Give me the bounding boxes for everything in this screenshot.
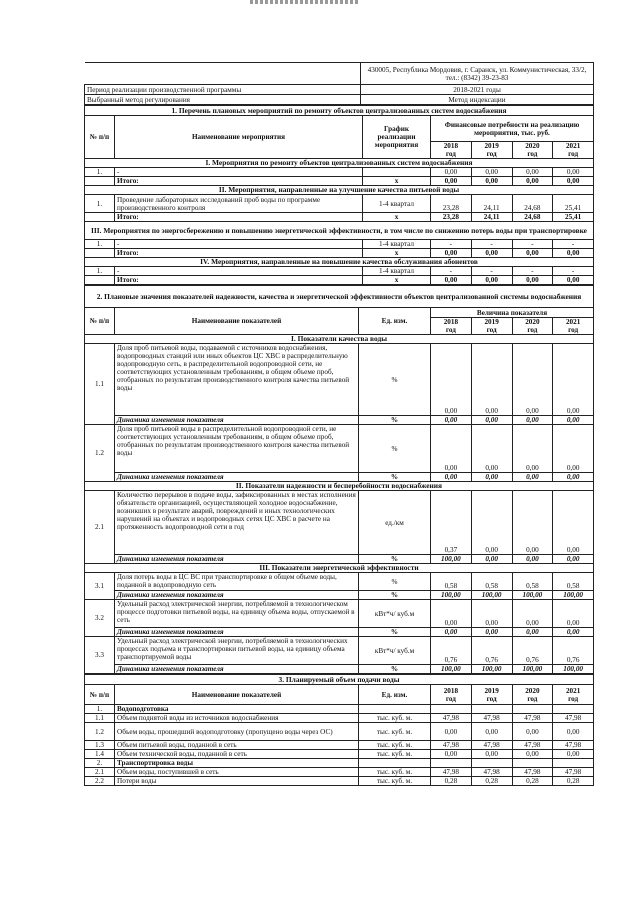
row-num: 1. (85, 240, 115, 249)
total-x: x (363, 276, 431, 285)
value: 0,00 (553, 723, 594, 741)
value: 0,00 (512, 750, 553, 759)
total-value: 0,00 (431, 276, 472, 285)
year-suffix: год (486, 326, 497, 334)
total-row (85, 177, 594, 186)
year-header (553, 142, 594, 159)
total-value: 24,68 (512, 213, 553, 222)
volume-row (85, 759, 594, 768)
dynamics-label: Динамика изменения показателя (115, 591, 359, 600)
dynamics-row (85, 591, 594, 600)
empty (85, 249, 115, 258)
value (471, 705, 512, 714)
total-value: 0,00 (431, 177, 472, 186)
dynamics-value: 100,00 (471, 665, 512, 674)
total-value: 23,28 (431, 213, 472, 222)
row-num: 1.1 (85, 714, 115, 723)
value: - (431, 240, 472, 249)
unit: тыс. куб. м. (359, 741, 431, 750)
value: 0,58 (512, 573, 553, 591)
value: 0,00 (431, 168, 472, 177)
value: 0,00 (431, 425, 472, 473)
group-title-row (85, 258, 594, 267)
year-suffix: год (527, 694, 538, 703)
measure-row (85, 240, 594, 249)
total-value: 24,11 (471, 213, 512, 222)
period-label: Период реализации производственной программы (85, 85, 361, 95)
volume-name: Водоподготовка (115, 705, 359, 714)
value: - (512, 267, 553, 276)
value: 0,00 (471, 425, 512, 473)
group-title-row (85, 564, 594, 573)
row-num: 1. (85, 168, 115, 177)
value: 47,98 (471, 714, 512, 723)
row-num: 1.2 (85, 425, 115, 482)
year-header (512, 142, 553, 159)
dynamics-value: 0,00 (512, 416, 553, 425)
year: 2018 (443, 142, 459, 150)
dynamics-unit: % (359, 473, 431, 482)
year: 2020 (525, 142, 540, 150)
dynamics-value: 100,00 (431, 665, 472, 674)
value: 0,00 (471, 168, 512, 177)
section-2-title: 2. Плановые значения показателей надежности, качества и энергетической эффективности объектов централизованной системы водоснабжения (85, 286, 594, 308)
dynamics-value: 100,00 (431, 591, 472, 600)
dynamics-value: 100,00 (553, 665, 594, 674)
year: 2018 (443, 318, 459, 326)
total-x: x (363, 213, 431, 222)
value: 47,98 (431, 741, 472, 750)
dynamics-value: 100,00 (431, 555, 472, 564)
group-title: I. Показатели качества воды (85, 335, 594, 344)
dynamics-label: Динамика изменения показателя (115, 473, 359, 482)
group-title-row (85, 186, 594, 195)
row-num: 3.1 (85, 573, 115, 600)
value: 47,98 (431, 714, 472, 723)
value: 0,58 (431, 573, 472, 591)
col-name: Наименование показателей (115, 685, 359, 705)
volume-name: Объем воды, прошедший водоподготовку (пропущено воды через ОС) (115, 723, 359, 741)
empty (85, 213, 115, 222)
unit: % (359, 344, 431, 416)
year: 2020 (525, 318, 540, 326)
dynamics-value: 0,00 (471, 473, 512, 482)
indicator-name: Удельный расход электрической энергии, потребляемой в технологическом процессе подготовки питьевой воды, на единицу объема воды, отпускаемой в сеть (115, 600, 359, 628)
unit: тыс. куб. м. (359, 714, 431, 723)
value: 0,00 (431, 344, 472, 416)
section-title-row (85, 286, 594, 308)
dynamics-label: Динамика изменения показателя (115, 555, 359, 564)
row-num: 2.2 (85, 777, 115, 786)
dynamics-value: 0,00 (553, 473, 594, 482)
col-unit: Ед. изм. (359, 308, 431, 335)
year-header (471, 685, 512, 705)
value: 0,00 (512, 344, 553, 416)
total-row (85, 213, 594, 222)
indicator-name: Доля проб питьевой воды, подаваемой с источников водоснабжения, водопроводных станций или иных объектов ЦС ХВС в распределительную водопроводную сеть, в распределительной водопроводной сети, не соответствующих установленным требованиям, в общем объеме проб, отобранных по результатам производственного контроля качества питьевой воды (115, 344, 359, 416)
dynamics-value: 0,00 (431, 416, 472, 425)
year-header (431, 142, 472, 159)
schedule (363, 168, 431, 177)
value: 0,00 (471, 344, 512, 416)
col-unit: Ед. изм. (359, 685, 431, 705)
value: 0,28 (512, 777, 553, 786)
group-title-row (85, 222, 594, 240)
dynamics-unit: % (359, 416, 431, 425)
total-row (85, 276, 594, 285)
total-value: 0,00 (553, 276, 594, 285)
value: 0,76 (512, 637, 553, 665)
row-num: 3.2 (85, 600, 115, 637)
unit: тыс. куб. м. (359, 750, 431, 759)
dynamics-value: 0,00 (553, 628, 594, 637)
value (431, 705, 472, 714)
year: 2020 (525, 686, 540, 695)
year: 2021 (565, 686, 581, 695)
indicator-name: Доля потерь воды в ЦС ВС при транспортировке в общем объеме воды, поданной в водопроводную сеть (115, 573, 359, 591)
row-num: 2.1 (85, 768, 115, 777)
year-header (471, 142, 512, 159)
total-value: 0,00 (471, 276, 512, 285)
year-suffix: год (445, 150, 456, 158)
value: 0,00 (512, 168, 553, 177)
value: - (471, 267, 512, 276)
value: 24,68 (512, 195, 553, 213)
unit: тыс. куб. м. (359, 723, 431, 741)
total-value: 0,00 (471, 177, 512, 186)
year-header (553, 318, 594, 335)
value: 0,00 (553, 600, 594, 628)
dynamics-row (85, 555, 594, 564)
dynamics-value: 100,00 (512, 665, 553, 674)
row-num: 1. (85, 705, 115, 714)
group-title: I. Мероприятия по ремонту объектов централизованных систем водоснабжения (85, 159, 594, 168)
dynamics-row (85, 628, 594, 637)
total-label: Итого: (115, 249, 363, 258)
dynamics-unit: % (359, 591, 431, 600)
value: 47,98 (553, 741, 594, 750)
year-suffix: год (568, 694, 579, 703)
value: 47,98 (553, 714, 594, 723)
unit: тыс. куб. м. (359, 768, 431, 777)
unit: % (359, 573, 431, 591)
group-title-row (85, 159, 594, 168)
value: - (512, 240, 553, 249)
year: 2018 (443, 686, 459, 695)
empty (85, 276, 115, 285)
value: 23,28 (431, 195, 472, 213)
year: 2021 (565, 142, 581, 150)
unit: ед./км (359, 491, 431, 555)
col-value: Величина показателя (431, 308, 594, 318)
value: 47,98 (471, 741, 512, 750)
value (512, 759, 553, 768)
section-title-row (85, 675, 594, 685)
year-suffix: год (486, 150, 497, 158)
value: 0,00 (512, 723, 553, 741)
volume-name: Объем поднятой воды из источников водоснабжения (115, 714, 359, 723)
dynamics-value: 0,00 (553, 416, 594, 425)
dynamics-value: 0,00 (512, 628, 553, 637)
dynamics-value: 0,00 (553, 555, 594, 564)
volume-row (85, 705, 594, 714)
indicator-name: Удельный расход электрической энергии, потребляемой в технологических процессах подъема и транспортировки питьевой воды, на единицу объема транспортируемой воды (115, 637, 359, 665)
col-name: Наименование показателей (115, 308, 359, 335)
volume-name: Транспортировка воды (115, 759, 359, 768)
year-header (431, 318, 472, 335)
dynamics-label: Динамика изменения показателя (115, 628, 359, 637)
total-value: 0,00 (431, 249, 472, 258)
value: 0,00 (553, 491, 594, 555)
measure-name: - (115, 240, 363, 249)
value: 0,00 (553, 168, 594, 177)
total-x: x (363, 249, 431, 258)
period-value: 2018-2021 годы (361, 85, 594, 95)
value: - (471, 240, 512, 249)
address: 430005, Республика Мордовия, г. Саранск, ул. Коммунистическая, 33/2, тел.: (8342) 39-23-83 (361, 63, 594, 85)
volume-name: Потери воды (115, 777, 359, 786)
value: 25,41 (553, 195, 594, 213)
header-row (85, 116, 594, 142)
value: 0,00 (471, 600, 512, 628)
value: 0,00 (471, 491, 512, 555)
col-num: № п/п (85, 116, 115, 159)
group-title: II. Мероприятия, направленные на улучшение качества питьевой воды (85, 186, 594, 195)
indicator-name: Количество перерывов в подаче воды, зафиксированных в местах исполнения обязательств организацией, осуществляющей холодное водоснабжение, возникших в результате аварий, повреждений и иных технологических нарушений на объектах и водопроводных сетях ЦС ХВС в расчете на протяженность водопроводной сети в год (115, 491, 359, 555)
indicator-row (85, 425, 594, 473)
col-finance: Финансовые потребности на реализацию мероприятия, тыс. руб. (431, 116, 594, 142)
year-header (512, 685, 553, 705)
year-suffix: год (527, 150, 538, 158)
value: 0,76 (471, 637, 512, 665)
total-label: Итого: (115, 177, 363, 186)
unit (359, 705, 431, 714)
value: 0,00 (553, 750, 594, 759)
total-value: 0,00 (512, 177, 553, 186)
year-header (553, 685, 594, 705)
value: 0,58 (471, 573, 512, 591)
dynamics-label: Динамика изменения показателя (115, 416, 359, 425)
dynamics-row (85, 416, 594, 425)
year-header (471, 318, 512, 335)
unit (359, 759, 431, 768)
value: 0,58 (553, 573, 594, 591)
row-num: 1.3 (85, 741, 115, 750)
section-3-title: 3. Планируемый объем подачи воды (85, 675, 594, 685)
value: 0,00 (471, 723, 512, 741)
schedule: 1-4 квартал (363, 195, 431, 213)
value (512, 705, 553, 714)
value: 0,00 (553, 344, 594, 416)
total-value: 0,00 (512, 249, 553, 258)
col-schedule: График реализации мероприятия (363, 116, 431, 159)
year-suffix: год (445, 326, 456, 334)
total-label: Итого: (115, 213, 363, 222)
value: 47,98 (512, 741, 553, 750)
volume-row (85, 750, 594, 759)
indicator-row (85, 573, 594, 591)
value: 0,00 (431, 600, 472, 628)
group-title-row (85, 335, 594, 344)
dynamics-value: 0,00 (431, 628, 472, 637)
value: 24,11 (471, 195, 512, 213)
value: 0,76 (553, 637, 594, 665)
value: 0,00 (512, 425, 553, 473)
indicators-table (84, 285, 594, 674)
value: 0,00 (512, 491, 553, 555)
dynamics-unit: % (359, 555, 431, 564)
volume-row (85, 741, 594, 750)
measure-row (85, 195, 594, 213)
water-volume-table (84, 674, 594, 786)
header-table (84, 62, 594, 105)
header-row (85, 308, 594, 318)
col-num: № п/п (85, 308, 115, 335)
total-value: 0,00 (512, 276, 553, 285)
group-title: III. Показатели энергетической эффективности (85, 564, 594, 573)
indicator-row (85, 344, 594, 416)
dynamics-row (85, 473, 594, 482)
unit: тыс. куб. м. (359, 777, 431, 786)
year-suffix: год (486, 694, 497, 703)
volume-row (85, 768, 594, 777)
section-1-title: 1. Перечень плановых мероприятий по ремонту объектов централизованных систем водоснабжения (85, 106, 594, 116)
row-num: 1.2 (85, 723, 115, 741)
total-value: 0,00 (553, 249, 594, 258)
total-value: 25,41 (553, 213, 594, 222)
dynamics-value: 100,00 (553, 591, 594, 600)
row-num: 2.1 (85, 491, 115, 564)
dynamics-unit: % (359, 665, 431, 674)
row-num: 1. (85, 267, 115, 276)
indicator-row (85, 491, 594, 555)
year: 2019 (484, 686, 499, 695)
year-suffix: год (568, 326, 579, 334)
empty (85, 177, 115, 186)
total-value: 0,00 (553, 177, 594, 186)
year-suffix: год (568, 150, 579, 158)
dynamics-value: 100,00 (512, 591, 553, 600)
value: 0,28 (553, 777, 594, 786)
col-name: Наименование мероприятия (115, 116, 363, 159)
measure-name: - (115, 267, 363, 276)
value: 0,37 (431, 491, 472, 555)
year: 2019 (484, 318, 499, 326)
value: 0,00 (553, 425, 594, 473)
value: - (553, 267, 594, 276)
year: 2019 (484, 142, 499, 150)
measure-name: - (115, 168, 363, 177)
dynamics-value: 0,00 (471, 628, 512, 637)
value: - (553, 240, 594, 249)
indicator-row (85, 600, 594, 628)
row-num: 1. (85, 195, 115, 213)
group-title: III. Мероприятия по энергосбережению и повышению энергетической эффективности, в том числе по снижению потерь воды при транспортировке (85, 222, 594, 240)
scan-artifact (250, 0, 360, 4)
value: 47,98 (512, 714, 553, 723)
value (553, 759, 594, 768)
value: 47,98 (471, 768, 512, 777)
group-title: II. Показатели надежности и бесперебойности водоснабжения (85, 482, 594, 491)
total-row (85, 249, 594, 258)
year-header (512, 318, 553, 335)
value: 0,00 (512, 600, 553, 628)
year-suffix: год (445, 694, 456, 703)
group-title-row (85, 482, 594, 491)
schedule: 1-4 квартал (363, 267, 431, 276)
volume-name: Объем питьевой воды, поданной в сеть (115, 741, 359, 750)
row-num: 2. (85, 759, 115, 768)
measure-name: Проведение лабораторных исследований проб воды по программе производственного контроля (115, 195, 363, 213)
unit: кВт*ч/ куб.м (359, 637, 431, 665)
section-title-row (85, 106, 594, 116)
document-page (84, 62, 594, 786)
value: 47,98 (431, 768, 472, 777)
unit: % (359, 425, 431, 473)
method-value: Метод индексации (361, 95, 594, 105)
method-label: Выбранный метод регулирования (85, 95, 361, 105)
total-value: 0,00 (471, 249, 512, 258)
value: 0,28 (431, 777, 472, 786)
dynamics-row (85, 665, 594, 674)
row-num: 3.3 (85, 637, 115, 674)
year: 2021 (565, 318, 581, 326)
year-suffix: год (527, 326, 538, 334)
value: 0,00 (431, 750, 472, 759)
dynamics-unit: % (359, 628, 431, 637)
value: 47,98 (512, 768, 553, 777)
indicator-name: Доля проб питьевой воды в распределительной водопроводной сети, не соответствующих установленным требованиям, в общем объеме проб, отобранных по результатам производственного контроля качества питьевой воды (115, 425, 359, 473)
value: 0,76 (431, 637, 472, 665)
total-label: Итого: (115, 276, 363, 285)
volume-row (85, 723, 594, 741)
dynamics-value: 0,00 (512, 473, 553, 482)
value: - (431, 267, 472, 276)
measures-table (84, 105, 594, 285)
volume-row (85, 777, 594, 786)
dynamics-value: 0,00 (431, 473, 472, 482)
col-num: № п/п (85, 685, 115, 705)
value: 0,00 (431, 723, 472, 741)
group-title: IV. Мероприятия, направленные на повышение качества обслуживания абонентов (85, 258, 594, 267)
measure-row (85, 168, 594, 177)
dynamics-value: 0,00 (512, 555, 553, 564)
row-num: 1.4 (85, 750, 115, 759)
value: 0,28 (471, 777, 512, 786)
volume-name: Объем воды, поступившей в сеть (115, 768, 359, 777)
volume-name: Объем технической воды, поданной в сеть (115, 750, 359, 759)
value (431, 759, 472, 768)
value (553, 705, 594, 714)
total-x: x (363, 177, 431, 186)
measure-row (85, 267, 594, 276)
schedule: 1-4 квартал (363, 240, 431, 249)
dynamics-value: 100,00 (471, 591, 512, 600)
dynamics-value: 0,00 (471, 416, 512, 425)
value (471, 759, 512, 768)
year-header (431, 685, 472, 705)
unit: кВт*ч/ куб.м (359, 600, 431, 628)
dynamics-value: 0,00 (471, 555, 512, 564)
value: 0,00 (471, 750, 512, 759)
row-num: 1.1 (85, 344, 115, 425)
indicator-row (85, 637, 594, 665)
dynamics-label: Динамика изменения показателя (115, 665, 359, 674)
header-row (85, 685, 594, 705)
value: 47,98 (553, 768, 594, 777)
volume-row (85, 714, 594, 723)
